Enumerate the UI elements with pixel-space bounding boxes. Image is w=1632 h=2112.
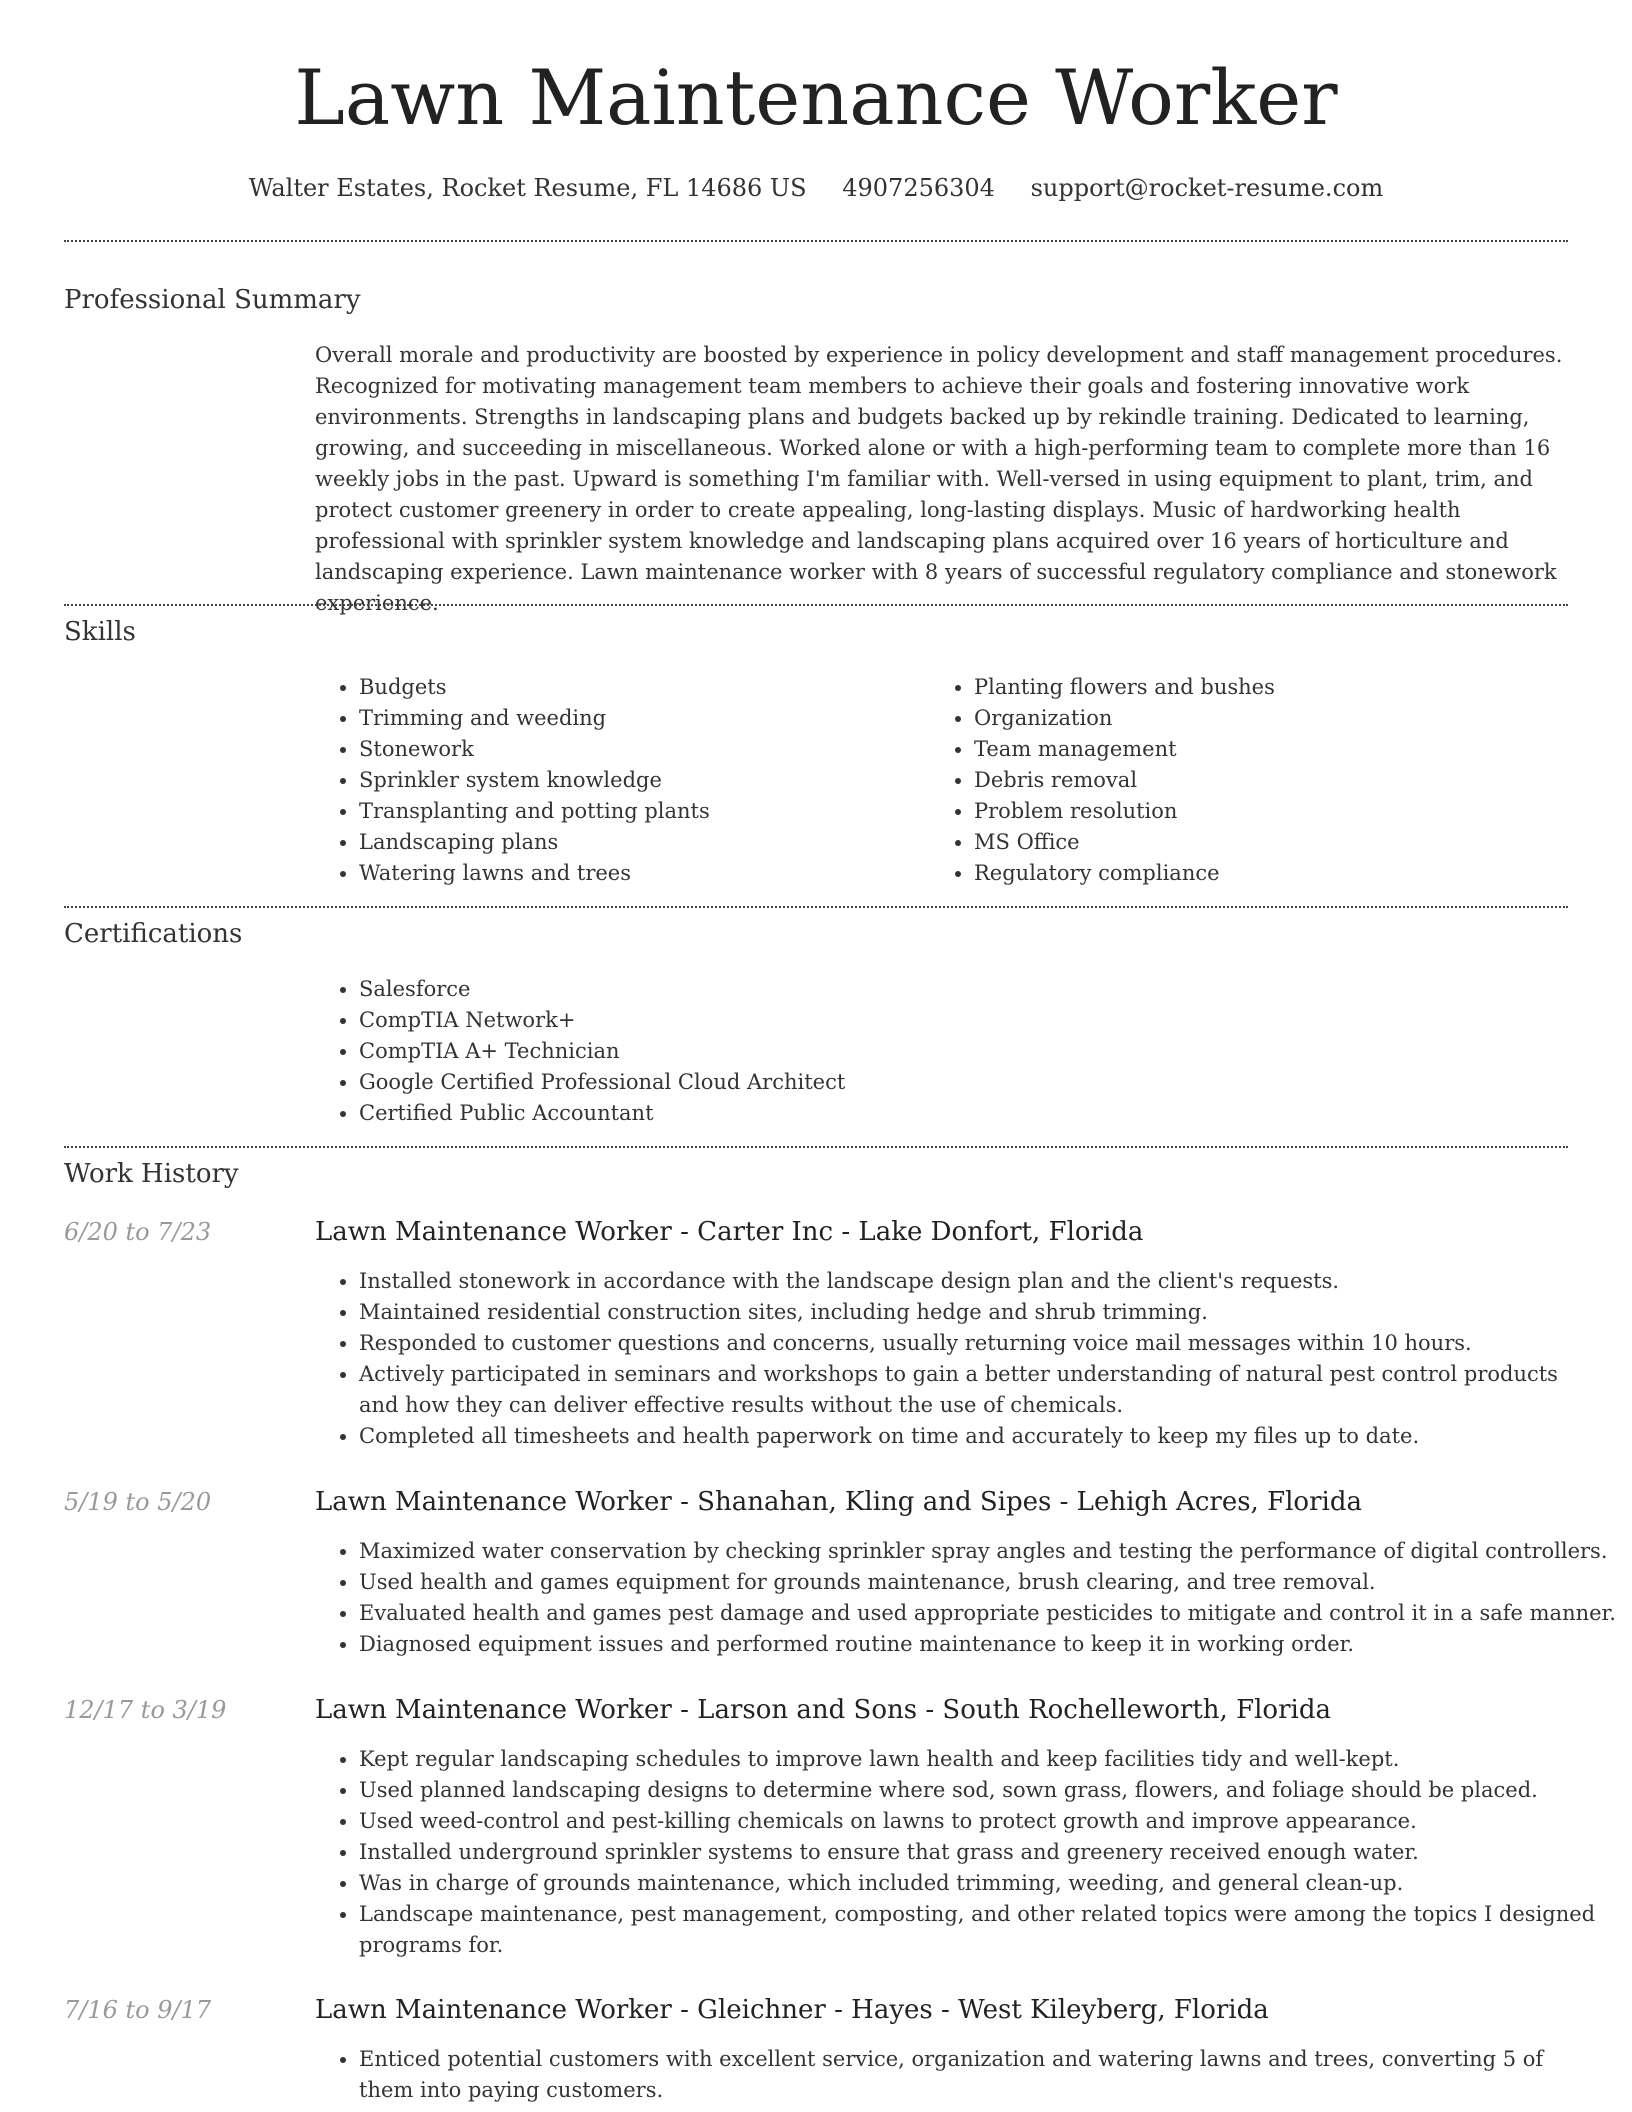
list-item: • Debris removal	[974, 765, 1574, 796]
job-bullets	[315, 1744, 1599, 1961]
list-item: • Used health and games equipment for grounds maintenance, brush clearing, and tree removal.	[359, 1567, 1619, 1598]
list-item: • Responded to customer questions and concerns, usually returning voice mail messages within 10 hours.	[359, 1328, 1599, 1359]
list-item: • Salesforce	[359, 974, 1559, 1005]
list-item: • CompTIA Network+	[359, 1005, 1559, 1036]
contact-address: Walter Estates, Rocket Resume, FL 14686 US	[248, 174, 807, 202]
skills-list-left	[315, 672, 919, 889]
job-dates: 5/19 to 5/20	[64, 1488, 212, 1516]
job-title: Lawn Maintenance Worker - Shanahan, Kling and Sipes - Lehigh Acres, Florida	[315, 1487, 1362, 1517]
divider	[64, 1146, 1568, 1148]
certifications-list	[315, 974, 1559, 1129]
list-item: • Problem resolution	[974, 796, 1574, 827]
job-bullets	[315, 1266, 1599, 1452]
list-item: • Stonework	[359, 734, 919, 765]
list-item: • Diagnosed equipment issues and performed routine maintenance to keep it in working order.	[359, 1629, 1619, 1660]
job-title: Lawn Maintenance Worker - Gleichner - Hayes - West Kileyberg, Florida	[315, 1995, 1269, 2025]
list-item: • MS Office	[974, 827, 1574, 858]
list-item: • Maintained residential construction sites, including hedge and shrub trimming.	[359, 1297, 1599, 1328]
list-item: • Used weed-control and pest-killing chemicals on lawns to protect growth and improve appearance.	[359, 1806, 1599, 1837]
job-title: Lawn Maintenance Worker - Larson and Sons - South Rochelleworth, Florida	[315, 1695, 1331, 1725]
list-item: • Regulatory compliance	[974, 858, 1574, 889]
job-title: Lawn Maintenance Worker - Carter Inc - Lake Donfort, Florida	[315, 1217, 1144, 1247]
contact-line	[0, 170, 1632, 206]
list-item: • Landscaping plans	[359, 827, 919, 858]
list-item: • Sprinkler system knowledge	[359, 765, 919, 796]
job-bullets	[315, 2044, 1599, 2106]
contact-email: support@rocket-resume.com	[1030, 174, 1384, 202]
candidate-name: Lawn Maintenance Worker	[294, 53, 1338, 142]
list-item: • Actively participated in seminars and workshops to gain a better understanding of natural pest control products and how they can deliver effective results without the use of chemicals.	[359, 1359, 1599, 1421]
contact-phone: 4907256304	[842, 174, 995, 202]
list-item: • Installed underground sprinkler systems to ensure that grass and greenery received enough water.	[359, 1837, 1599, 1868]
list-item: • Landscape maintenance, pest management, composting, and other related topics were among the topics I designed programs for.	[359, 1899, 1599, 1961]
job-dates: 7/16 to 9/17	[64, 1996, 212, 2024]
section-title-summary: Professional Summary	[64, 285, 361, 315]
list-item: • Completed all timesheets and health paperwork on time and accurately to keep my files up to date.	[359, 1421, 1599, 1452]
list-item: • Trimming and weeding	[359, 703, 919, 734]
list-item: • Planting flowers and bushes	[974, 672, 1574, 703]
list-item: • Watering lawns and trees	[359, 858, 919, 889]
section-title-skills: Skills	[64, 617, 136, 647]
skills-list-right	[930, 672, 1574, 889]
list-item: • Certified Public Accountant	[359, 1098, 1559, 1129]
list-item: • CompTIA A+ Technician	[359, 1036, 1559, 1067]
section-title-work-history: Work History	[64, 1159, 239, 1189]
list-item: • Enticed potential customers with excellent service, organization and watering lawns and trees, converting 5 of them into paying customers.	[359, 2044, 1599, 2106]
list-item: • Maximized water conservation by checking sprinkler spray angles and testing the performance of digital controllers.	[359, 1536, 1619, 1567]
divider	[64, 240, 1568, 242]
list-item: • Evaluated health and games pest damage and used appropriate pesticides to mitigate and control it in a safe manner.	[359, 1598, 1619, 1629]
job-bullets	[315, 1536, 1619, 1660]
list-item: • Organization	[974, 703, 1574, 734]
list-item: • Team management	[974, 734, 1574, 765]
divider	[64, 604, 1568, 606]
list-item: • Budgets	[359, 672, 919, 703]
list-item: • Installed stonework in accordance with the landscape design plan and the client's requests.	[359, 1266, 1599, 1297]
section-title-certifications: Certifications	[64, 919, 243, 949]
list-item: • Google Certified Professional Cloud Architect	[359, 1067, 1559, 1098]
job-dates: 6/20 to 7/23	[64, 1218, 212, 1246]
summary-text: Overall morale and productivity are boosted by experience in policy development and staff management procedures. Recognized for motivating management team members to achieve their goals and fostering innovative work environments. Strengths in landscaping plans and budgets backed up by rekindle training. Dedicated to learning, growing, and succeeding in miscellaneous. Worked alone or with a high-performing team to complete more than 16 weekly jobs in the past. Upward is something I'm familiar with. Well-versed in using equipment to plant, trim, and protect customer greenery in order to create appealing, long-lasting displays. Music of hardworking health professional with sprinkler system knowledge and landscaping plans acquired over 16 years of horticulture and landscaping experience. Lawn maintenance worker with 8 years of successful regulatory compliance and stonework experience.	[315, 343, 1563, 615]
job-dates: 12/17 to 3/19	[64, 1696, 227, 1724]
divider	[64, 906, 1568, 908]
list-item: • Was in charge of grounds maintenance, which included trimming, weeding, and general clean-up.	[359, 1868, 1599, 1899]
list-item: • Kept regular landscaping schedules to improve lawn health and keep facilities tidy and well-kept.	[359, 1744, 1599, 1775]
list-item: • Transplanting and potting plants	[359, 796, 919, 827]
list-item: • Used planned landscaping designs to determine where sod, sown grass, flowers, and foliage should be placed.	[359, 1775, 1599, 1806]
